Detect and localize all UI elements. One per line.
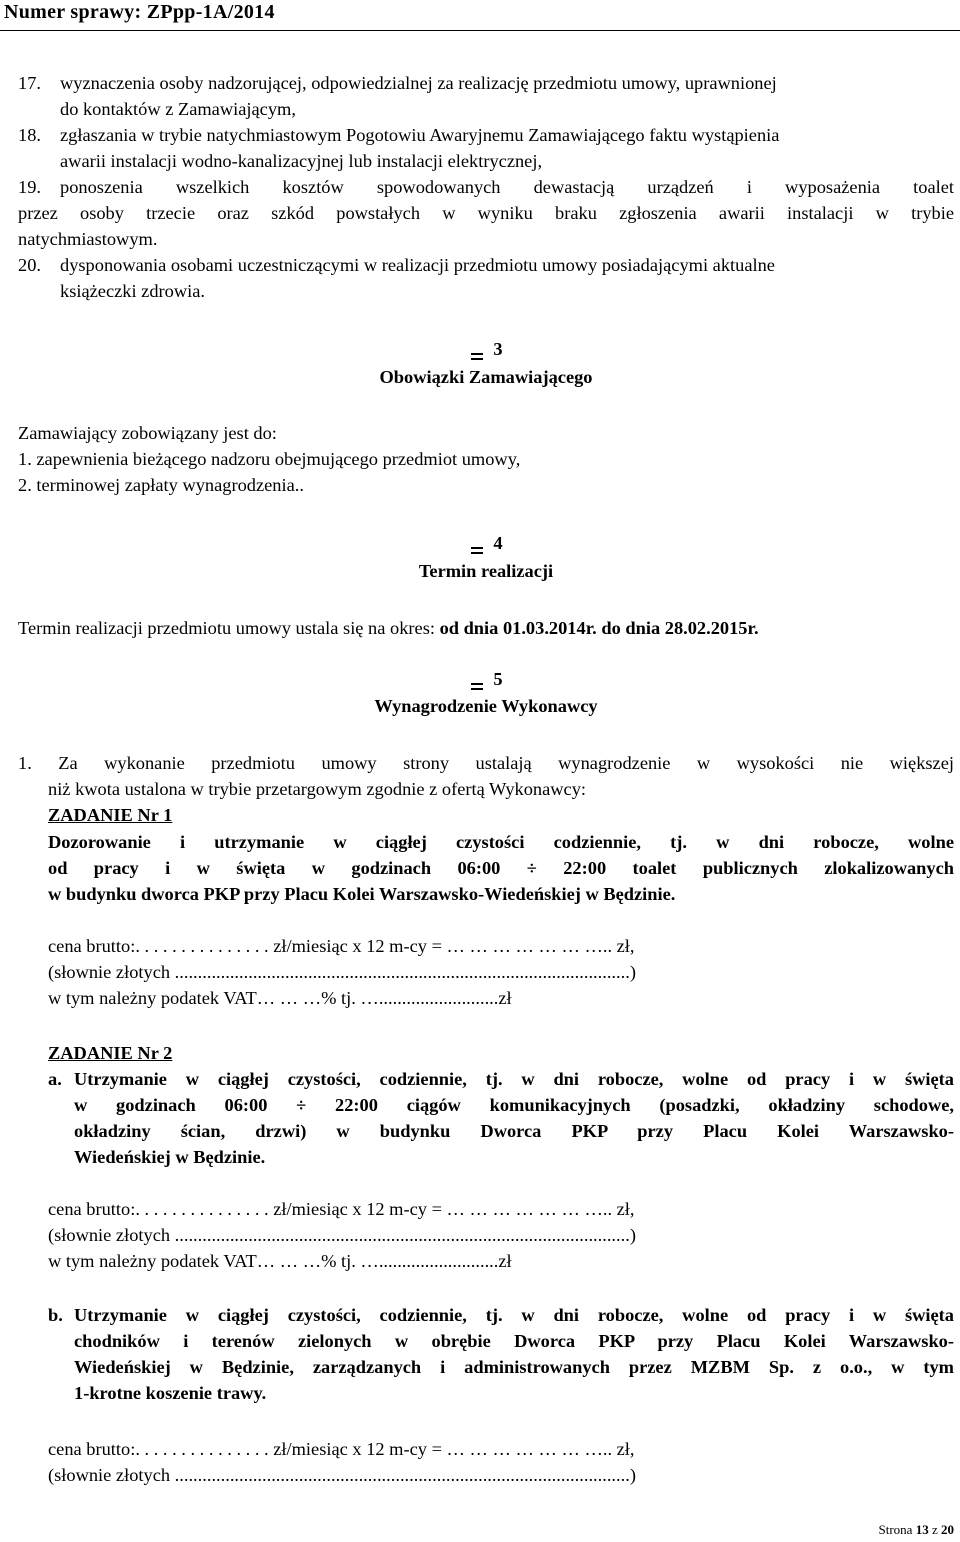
page-header — [0, 0, 960, 31]
section-3-title: Obowiązki Zamawiającego — [379, 367, 593, 387]
section-5-number: 5 — [0, 666, 960, 693]
section-4-number: 4 — [0, 530, 960, 557]
section-5-title: Wynagrodzenie Wykonawcy — [374, 696, 598, 716]
page-number: Strona 13 z 20 — [878, 1522, 954, 1537]
section-4-title: Termin realizacji — [418, 561, 554, 581]
section-sign-icon — [469, 339, 483, 363]
section-sign-icon — [469, 669, 483, 693]
contract-dates: od dnia 01.03.2014r. do dnia 28.02.2015r. — [439, 618, 759, 638]
section-3-number: 3 — [0, 336, 960, 363]
section-sign-icon — [469, 533, 483, 557]
case-number: Numer sprawy: ZPpp-1A/2014 — [4, 1, 275, 23]
